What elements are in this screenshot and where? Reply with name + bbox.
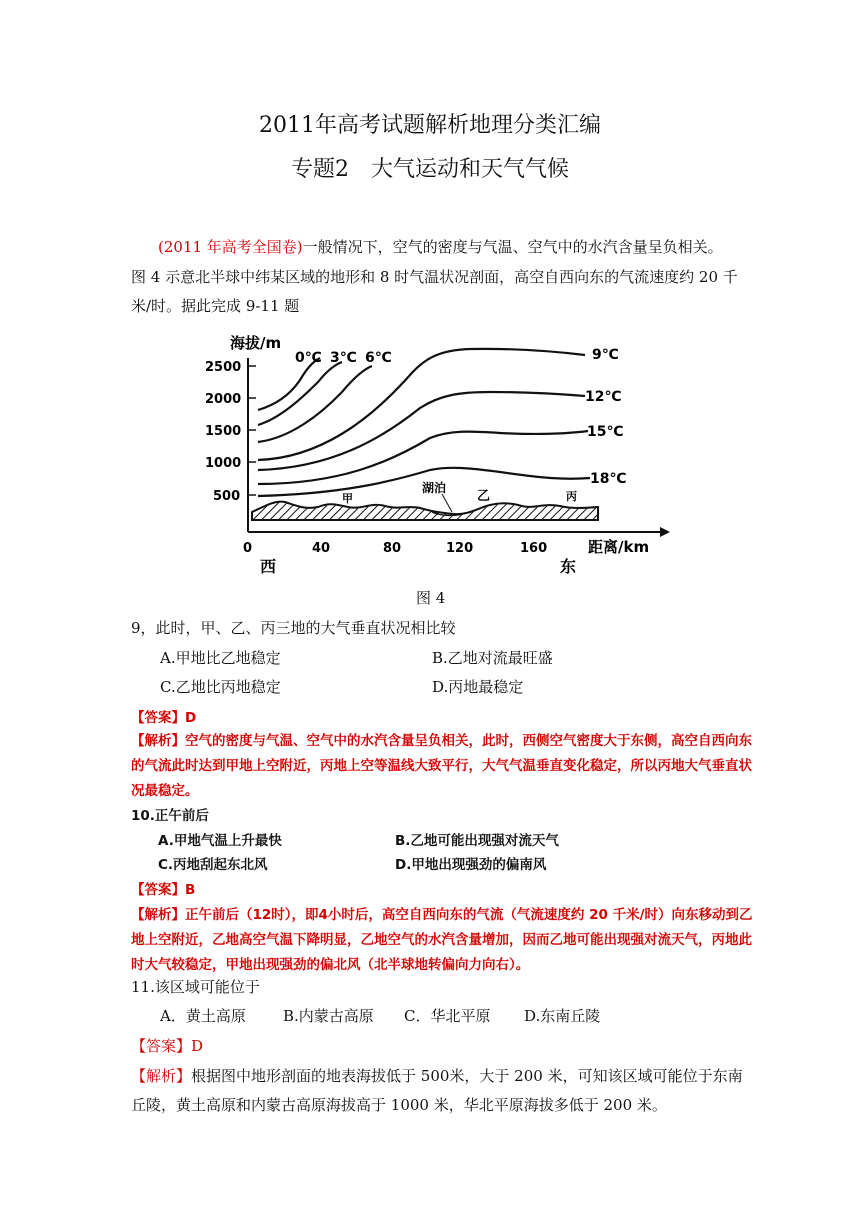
- q11-answer-value: D: [191, 1037, 204, 1055]
- y-tick-1500: 1500: [205, 424, 242, 439]
- iso-label-0: 0℃: [295, 350, 322, 366]
- isotherm-12: [258, 392, 585, 470]
- intro-line-3: 米/时。据此完成 9-11 题: [131, 297, 300, 315]
- lake-leader: [442, 494, 452, 512]
- place-jia: 甲: [342, 492, 353, 505]
- q10-stem: 10.正午前后: [131, 808, 209, 824]
- q11-option-a: A．黄土高原: [160, 1007, 246, 1025]
- isotherm-3: [258, 362, 342, 425]
- q11-stem: 11.该区域可能位于: [131, 978, 260, 996]
- q10-option-d: D.甲地出现强劲的偏南风: [395, 857, 547, 873]
- q11-option-b: B.内蒙古高原: [283, 1007, 374, 1025]
- iso-label-6: 6℃: [365, 350, 392, 366]
- q9-option-d: D.丙地最稳定: [432, 678, 524, 696]
- x-axis-label: 距离/km: [588, 538, 650, 556]
- iso-label-12: 12℃: [585, 389, 622, 405]
- page-subtitle: 专题2 大气运动和天气气候: [291, 157, 569, 182]
- west-label: 西: [260, 557, 277, 576]
- q10-option-b: B.乙地可能出现强对流天气: [395, 833, 559, 849]
- q9-explanation-1: 【解析】空气的密度与气温、空气中的水汽含量呈负相关，此时，西侧空气密度大于东侧，高空自西向东: [131, 733, 752, 749]
- intro-line-1: [158, 236, 723, 257]
- q11-explanation-1: [131, 1065, 743, 1086]
- iso-label-3: 3℃: [330, 350, 357, 366]
- q10-option-c: C.丙地刮起东北风: [158, 857, 268, 873]
- x-axis-arrow: [660, 527, 670, 537]
- place-yi: 乙: [477, 489, 491, 504]
- x-tick-80: 80: [383, 541, 402, 556]
- iso-label-18: 18℃: [590, 471, 627, 487]
- q10-answer: 【答案】B: [131, 882, 196, 898]
- x-tick-40: 40: [312, 541, 331, 556]
- q9-explanation-3: 况最稳定。: [131, 783, 199, 799]
- iso-label-15: 15℃: [587, 424, 624, 440]
- q9-stem: 9，此时，甲、乙、丙三地的大气垂直状况相比较: [131, 619, 456, 637]
- q11-option-d: D.东南丘陵: [524, 1007, 601, 1025]
- terrain-temperature-profile: [195, 328, 675, 576]
- y-tick-1000: 1000: [205, 456, 242, 471]
- x-tick-0: 0: [243, 541, 253, 556]
- place-lake: 湖泊: [422, 481, 447, 495]
- x-tick-120: 120: [446, 541, 474, 556]
- intro-source: (2011 年高考全国卷): [158, 238, 303, 256]
- q9-option-b: B.乙地对流最旺盛: [432, 649, 553, 667]
- q11-explanation-label: 【解析】: [131, 1067, 192, 1085]
- q10-explanation-2: 地上空附近，乙地高空气温下降明显，乙地空气的水汽含量增加，因而乙地可能出现强对流天气，丙地此: [131, 932, 752, 948]
- q11-answer-label: 【答案】: [131, 1037, 192, 1055]
- intro-line-2: 图 4 示意北半球中纬某区域的地形和 8 时气温状况剖面，高空自西向东的气流速度约 20 千: [131, 268, 738, 286]
- y-tick-500: 500: [213, 489, 241, 504]
- q11-explanation-text-1: 根据图中地形剖面的地表海拔低于 500米，大于 200 米，可知该区域可能位于东南: [191, 1067, 743, 1085]
- q9-option-c: C.乙地比丙地稳定: [160, 678, 281, 696]
- q9-option-a: A.甲地比乙地稳定: [160, 649, 281, 667]
- x-tick-160: 160: [520, 541, 548, 556]
- q10-option-a: A.甲地气温上升最快: [158, 833, 282, 849]
- q9-answer: 【答案】D: [131, 710, 197, 726]
- iso-label-9: 9℃: [592, 347, 619, 363]
- y-tick-2500: 2500: [205, 360, 242, 375]
- q11-explanation-2: 丘陵，黄土高原和内蒙古高原海拔高于 1000 米，华北平原海拔多低于 200 米。: [131, 1096, 667, 1114]
- y-axis-label: 海拔/m: [230, 334, 282, 352]
- terrain-profile: [252, 502, 598, 520]
- place-bing: 丙: [566, 490, 577, 503]
- q9-explanation-2: 的气流此时达到甲地上空附近，丙地上空等温线大致平行，大气气温垂直变化稳定，所以丙地大气垂直状: [131, 758, 752, 774]
- east-label: 东: [560, 557, 577, 576]
- page-title: 2011年高考试题解析地理分类汇编: [259, 113, 601, 138]
- q11-option-c: C．华北平原: [404, 1007, 491, 1025]
- q10-explanation-1: 【解析】正午前后（12时），即4小时后，高空自西向东的气流（气流速度约 20 千米/时）向东移动到乙: [131, 907, 753, 923]
- intro-text-1: 一般情况下，空气的密度与气温、空气中的水汽含量呈负相关。: [302, 238, 723, 256]
- q11-answer: [131, 1035, 203, 1056]
- figure-caption: 图 4: [416, 589, 446, 607]
- q10-explanation-3: 时大气较稳定，甲地出现强劲的偏北风（北半球地转偏向力向右）。: [131, 957, 530, 973]
- y-tick-2000: 2000: [205, 392, 242, 407]
